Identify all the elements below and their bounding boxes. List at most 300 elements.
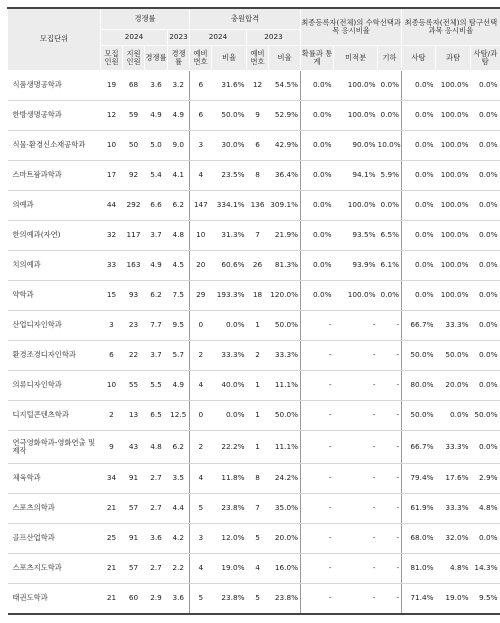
unit-cell: 골프산업학과: [8, 524, 101, 554]
science-inquiry-cell: 100.0%: [436, 131, 471, 161]
applicants-cell: 60: [123, 584, 145, 615]
science-inquiry-cell: 100.0%: [436, 161, 471, 191]
geometry-cell: -: [378, 464, 402, 494]
science-inquiry-cell: 100.0%: [436, 221, 471, 251]
probability-statistics-cell: -: [301, 464, 334, 494]
rate-2023-cell: 12.5: [168, 401, 190, 431]
probability-statistics-cell: -: [301, 524, 334, 554]
geometry-cell: -: [378, 401, 402, 431]
ratio-2023-cell: 36.4%: [269, 161, 301, 191]
mixed-inquiry-cell: 0.0%: [471, 221, 500, 251]
applicants-cell: 50: [123, 131, 145, 161]
unit-cell: 한의예과(자연): [8, 221, 101, 251]
quota-cell: 21: [101, 494, 123, 524]
calculus-cell: -: [334, 311, 378, 341]
mixed-inquiry-cell: 0.0%: [471, 371, 500, 401]
table-row: [8, 281, 500, 311]
mixed-inquiry-cell: 0.0%: [471, 191, 500, 221]
quota-cell: 10: [101, 131, 123, 161]
rate-2024-header: 경쟁률: [145, 46, 168, 71]
admission-table: [7, 7, 500, 615]
waitlist-2023-cell: 6: [247, 131, 269, 161]
mixed-inquiry-cell: 9.5%: [471, 584, 500, 615]
table-header: [8, 8, 500, 71]
ratio-2024-cell: 40.0%: [212, 371, 247, 401]
social-inquiry-cell: 81.0%: [402, 554, 436, 584]
ratio-2023-cell: 50.0%: [269, 401, 301, 431]
ratio-2024-cell: 60.6%: [212, 251, 247, 281]
rate-2023-cell: 4.9: [168, 371, 190, 401]
ratio-2024-cell: 23.5%: [212, 161, 247, 191]
rate-2024-cell: 2.9: [145, 584, 168, 615]
waitlist-2023-cell: 136: [247, 191, 269, 221]
rate-2023-cell: 3.5: [168, 464, 190, 494]
waitlist-2024-cell: 5: [190, 584, 212, 615]
probability-statistics-cell: 0.0%: [301, 161, 334, 191]
rate-2024-cell: 3.7: [145, 221, 168, 251]
waitlist-2024-header: 예비번호: [190, 46, 212, 71]
quota-cell: 34: [101, 464, 123, 494]
calculus-cell: 93.5%: [334, 221, 378, 251]
applicants-cell: 57: [123, 494, 145, 524]
quota-cell: 15: [101, 281, 123, 311]
mixed-inquiry-cell: 0.0%: [471, 251, 500, 281]
probability-statistics-cell: 0.0%: [301, 131, 334, 161]
science-inquiry-cell: 100.0%: [436, 251, 471, 281]
science-inquiry-cell: 20.0%: [436, 371, 471, 401]
rate-2024-cell: 4.9: [145, 251, 168, 281]
waitlist-2024-cell: 20: [190, 251, 212, 281]
mixed-inquiry-cell: 0.0%: [471, 131, 500, 161]
calculus-cell: 100.0%: [334, 191, 378, 221]
rate-2023-cell: 7.5: [168, 281, 190, 311]
geometry-cell: -: [378, 311, 402, 341]
social-inquiry-cell: 0.0%: [402, 221, 436, 251]
social-inquiry-cell: 61.9%: [402, 494, 436, 524]
table-row: [8, 161, 500, 191]
ratio-2024-cell: 31.3%: [212, 221, 247, 251]
table-row: [8, 191, 500, 221]
calculus-cell: -: [334, 524, 378, 554]
social-inquiry-cell: 0.0%: [402, 161, 436, 191]
applicants-cell: 57: [123, 554, 145, 584]
waitlist-2024-cell: 4: [190, 161, 212, 191]
table-row: [8, 464, 500, 494]
applicants-cell: 59: [123, 101, 145, 131]
quota-cell: 10: [101, 371, 123, 401]
applicants-cell: 292: [123, 191, 145, 221]
rate-2023-cell: 4.1: [168, 161, 190, 191]
rate-2024-cell: 7.7: [145, 311, 168, 341]
unit-cell: 체육학과: [8, 464, 101, 494]
probability-statistics-cell: 0.0%: [301, 221, 334, 251]
table-row: [8, 221, 500, 251]
applicants-cell: 23: [123, 311, 145, 341]
rate-2024-cell: 6.6: [145, 191, 168, 221]
ratio-2024-cell: 31.6%: [212, 71, 247, 101]
ratio-2023-cell: 52.9%: [269, 101, 301, 131]
waitlist-2023-cell: 7: [247, 494, 269, 524]
ratio-2023-cell: 11.1%: [269, 431, 301, 464]
unit-cell: 의류디자인학과: [8, 371, 101, 401]
probability-statistics-cell: 0.0%: [301, 251, 334, 281]
probability-statistics-cell: 0.0%: [301, 281, 334, 311]
social-inquiry-cell: 0.0%: [402, 191, 436, 221]
additional-2023-header: 2023: [247, 30, 301, 46]
unit-cell: 약학과: [8, 281, 101, 311]
ratio-2023-cell: 23.8%: [269, 584, 301, 615]
ratio-2023-cell: 24.2%: [269, 464, 301, 494]
quota-header: 모집인원: [101, 46, 123, 71]
science-inquiry-cell: 33.3%: [436, 494, 471, 524]
unit-cell: 스마트팜과학과: [8, 161, 101, 191]
geometry-cell: -: [378, 371, 402, 401]
rate-2024-cell: 5.4: [145, 161, 168, 191]
waitlist-2024-cell: 6: [190, 71, 212, 101]
table-row: [8, 311, 500, 341]
quota-cell: 33: [101, 251, 123, 281]
probability-statistics-cell: -: [301, 494, 334, 524]
unit-cell: 디지털콘텐츠학과: [8, 401, 101, 431]
geometry-cell: 5.9%: [378, 161, 402, 191]
quota-cell: 3: [101, 311, 123, 341]
science-inquiry-cell: 32.0%: [436, 524, 471, 554]
applicants-cell: 22: [123, 341, 145, 371]
waitlist-2023-cell: 2: [247, 341, 269, 371]
quota-cell: 17: [101, 161, 123, 191]
social-inquiry-cell: 0.0%: [402, 101, 436, 131]
social-inquiry-cell: 0.0%: [402, 131, 436, 161]
table-row: [8, 431, 500, 464]
calculus-cell: 93.9%: [334, 251, 378, 281]
rate-2023-cell: 6.2: [168, 191, 190, 221]
science-inquiry-cell: 0.0%: [436, 401, 471, 431]
calculus-cell: 90.0%: [334, 131, 378, 161]
applicants-cell: 91: [123, 524, 145, 554]
applicants-cell: 55: [123, 371, 145, 401]
waitlist-2024-cell: 0: [190, 311, 212, 341]
probability-statistics-cell: -: [301, 431, 334, 464]
calculus-cell: -: [334, 554, 378, 584]
rate-2023-cell: 9.5: [168, 311, 190, 341]
additional-admission-header: 충원합격: [190, 8, 301, 30]
math-ratio-header: 최종등록자(전체)의 수학선택과목 응시비율: [301, 8, 402, 46]
inquiry-ratio-header: 최종등록자(전체)의 탐구선택과목 응시비율: [402, 8, 500, 46]
waitlist-2024-cell: 3: [190, 524, 212, 554]
ratio-2024-cell: 193.3%: [212, 281, 247, 311]
social-inquiry-cell: 79.4%: [402, 464, 436, 494]
rate-2023-header: 경쟁률: [168, 46, 190, 71]
calculus-cell: -: [334, 494, 378, 524]
social-inquiry-cell: 66.7%: [402, 431, 436, 464]
competition-2024-header: 2024: [101, 30, 168, 46]
social-inquiry-cell: 80.0%: [402, 371, 436, 401]
social-inquiry-header: 사탐: [402, 46, 436, 71]
waitlist-2023-cell: 4: [247, 554, 269, 584]
unit-cell: 스포츠의학과: [8, 494, 101, 524]
social-inquiry-cell: 68.0%: [402, 524, 436, 554]
waitlist-2023-cell: 8: [247, 464, 269, 494]
table-row: [8, 71, 500, 101]
social-inquiry-cell: 66.7%: [402, 311, 436, 341]
ratio-2023-cell: 21.9%: [269, 221, 301, 251]
geometry-cell: 6.5%: [378, 221, 402, 251]
waitlist-2023-cell: 8: [247, 161, 269, 191]
unit-cell: 태권도학과: [8, 584, 101, 615]
probability-statistics-cell: 0.0%: [301, 71, 334, 101]
table-row: [8, 101, 500, 131]
rate-2024-cell: 4.9: [145, 101, 168, 131]
ratio-2024-cell: 23.8%: [212, 584, 247, 615]
mixed-inquiry-cell: 0.0%: [471, 341, 500, 371]
rate-2023-cell: 4.4: [168, 494, 190, 524]
rate-2024-cell: 4.8: [145, 431, 168, 464]
quota-cell: 19: [101, 71, 123, 101]
geometry-cell: -: [378, 494, 402, 524]
waitlist-2023-cell: 9: [247, 101, 269, 131]
rate-2023-cell: 4.8: [168, 221, 190, 251]
waitlist-2024-cell: 4: [190, 464, 212, 494]
unit-cell: 스포츠지도학과: [8, 554, 101, 584]
social-inquiry-cell: 0.0%: [402, 251, 436, 281]
rate-2024-cell: 6.5: [145, 401, 168, 431]
ratio-2024-cell: 0.0%: [212, 311, 247, 341]
quota-cell: 21: [101, 584, 123, 615]
mixed-inquiry-cell: 14.3%: [471, 554, 500, 584]
geometry-cell: 10.0%: [378, 131, 402, 161]
applicants-cell: 92: [123, 161, 145, 191]
waitlist-2024-cell: 5: [190, 494, 212, 524]
quota-cell: 44: [101, 191, 123, 221]
waitlist-2023-cell: 1: [247, 371, 269, 401]
calculus-cell: -: [334, 401, 378, 431]
waitlist-2023-header: 예비번호: [247, 46, 269, 71]
table-row: [8, 371, 500, 401]
probability-statistics-cell: -: [301, 371, 334, 401]
waitlist-2023-cell: 26: [247, 251, 269, 281]
geometry-header: 기하: [378, 46, 402, 71]
science-inquiry-cell: 17.6%: [436, 464, 471, 494]
quota-cell: 9: [101, 431, 123, 464]
science-inquiry-cell: 100.0%: [436, 71, 471, 101]
rate-2023-cell: 3.6: [168, 584, 190, 615]
science-inquiry-cell: 33.3%: [436, 431, 471, 464]
applicants-cell: 93: [123, 281, 145, 311]
social-inquiry-cell: 50.0%: [402, 401, 436, 431]
quota-cell: 12: [101, 101, 123, 131]
ratio-2024-cell: 334.1%: [212, 191, 247, 221]
geometry-cell: 0.0%: [378, 191, 402, 221]
ratio-2024-cell: 11.8%: [212, 464, 247, 494]
geometry-cell: 0.0%: [378, 101, 402, 131]
science-inquiry-cell: 50.0%: [436, 341, 471, 371]
unit-cell: 환경조경디자인학과: [8, 341, 101, 371]
science-inquiry-cell: 100.0%: [436, 101, 471, 131]
ratio-2024-cell: 19.0%: [212, 554, 247, 584]
ratio-2024-cell: 33.3%: [212, 341, 247, 371]
table-row: [8, 554, 500, 584]
ratio-2023-cell: 50.0%: [269, 311, 301, 341]
geometry-cell: -: [378, 554, 402, 584]
waitlist-2023-cell: 1: [247, 401, 269, 431]
science-inquiry-cell: 100.0%: [436, 191, 471, 221]
ratio-2024-cell: 12.0%: [212, 524, 247, 554]
ratio-2023-cell: 16.0%: [269, 554, 301, 584]
applicants-cell: 91: [123, 464, 145, 494]
ratio-2023-cell: 81.3%: [269, 251, 301, 281]
ratio-2023-cell: 20.0%: [269, 524, 301, 554]
rate-2023-cell: 2.2: [168, 554, 190, 584]
calculus-cell: -: [334, 431, 378, 464]
rate-2024-cell: 5.0: [145, 131, 168, 161]
social-inquiry-cell: 50.0%: [402, 341, 436, 371]
rate-2024-cell: 3.6: [145, 71, 168, 101]
social-inquiry-cell: 71.4%: [402, 584, 436, 615]
table-body: [8, 71, 500, 615]
waitlist-2023-cell: 5: [247, 584, 269, 615]
probability-statistics-cell: 0.0%: [301, 191, 334, 221]
rate-2024-cell: 2.7: [145, 464, 168, 494]
mixed-inquiry-cell: 0.0%: [471, 101, 500, 131]
mixed-inquiry-header: 사탐/과탐: [471, 46, 500, 71]
science-inquiry-header: 과탐: [436, 46, 471, 71]
unit-cell: 산업디자인학과: [8, 311, 101, 341]
rate-2024-cell: 2.7: [145, 494, 168, 524]
science-inquiry-cell: 100.0%: [436, 281, 471, 311]
unit-header: 모집단위: [8, 8, 101, 71]
applicants-cell: 68: [123, 71, 145, 101]
social-inquiry-cell: 0.0%: [402, 281, 436, 311]
unit-cell: 치의예과: [8, 251, 101, 281]
social-inquiry-cell: 0.0%: [402, 71, 436, 101]
mixed-inquiry-cell: 0.0%: [471, 524, 500, 554]
ratio-2023-cell: 42.9%: [269, 131, 301, 161]
geometry-cell: 0.0%: [378, 281, 402, 311]
mixed-inquiry-cell: 2.9%: [471, 464, 500, 494]
geometry-cell: -: [378, 584, 402, 615]
rate-2023-cell: 5.7: [168, 341, 190, 371]
unit-cell: 연극영화학과-영화연출 및 제작: [8, 431, 101, 464]
applicants-header: 지원인원: [123, 46, 145, 71]
waitlist-2023-cell: 12: [247, 71, 269, 101]
rate-2024-cell: 5.5: [145, 371, 168, 401]
mixed-inquiry-cell: 0.0%: [471, 161, 500, 191]
unit-cell: 식물·환경신소재공학과: [8, 131, 101, 161]
waitlist-2024-cell: 29: [190, 281, 212, 311]
rate-2024-cell: 3.7: [145, 341, 168, 371]
waitlist-2024-cell: 6: [190, 101, 212, 131]
rate-2023-cell: 3.2: [168, 71, 190, 101]
table-row: [8, 131, 500, 161]
waitlist-2024-cell: 2: [190, 431, 212, 464]
table-row: [8, 524, 500, 554]
ratio-2023-cell: 120.0%: [269, 281, 301, 311]
rate-2024-cell: 2.7: [145, 554, 168, 584]
mixed-inquiry-cell: 0.0%: [471, 431, 500, 464]
applicants-cell: 43: [123, 431, 145, 464]
applicants-cell: 163: [123, 251, 145, 281]
rate-2023-cell: 4.2: [168, 524, 190, 554]
additional-2024-header: 2024: [190, 30, 247, 46]
calculus-cell: 100.0%: [334, 281, 378, 311]
ratio-2023-cell: 309.1%: [269, 191, 301, 221]
calculus-cell: -: [334, 371, 378, 401]
competition-header: 경쟁률: [101, 8, 190, 30]
unit-cell: 의예과: [8, 191, 101, 221]
quota-cell: 32: [101, 221, 123, 251]
probability-statistics-cell: -: [301, 311, 334, 341]
unit-cell: 한방생명공학과: [8, 101, 101, 131]
applicants-cell: 13: [123, 401, 145, 431]
calculus-cell: -: [334, 464, 378, 494]
mixed-inquiry-cell: 0.0%: [471, 281, 500, 311]
probability-statistics-cell: -: [301, 584, 334, 615]
calculus-header: 미적분: [334, 46, 378, 71]
probability-statistics-cell: 0.0%: [301, 101, 334, 131]
waitlist-2024-cell: 10: [190, 221, 212, 251]
probability-statistics-cell: -: [301, 401, 334, 431]
mixed-inquiry-cell: 4.8%: [471, 494, 500, 524]
probability-statistics-cell: -: [301, 554, 334, 584]
table-row: [8, 401, 500, 431]
rate-2024-cell: 3.6: [145, 524, 168, 554]
ratio-2024-header: 비율: [212, 46, 247, 71]
waitlist-2023-cell: 7: [247, 221, 269, 251]
geometry-cell: -: [378, 431, 402, 464]
probability-statistics-header: 확률과 통계: [301, 46, 334, 71]
quota-cell: 2: [101, 401, 123, 431]
geometry-cell: 0.0%: [378, 71, 402, 101]
table-row: [8, 584, 500, 615]
quota-cell: 6: [101, 341, 123, 371]
waitlist-2024-cell: 4: [190, 371, 212, 401]
calculus-cell: 100.0%: [334, 101, 378, 131]
quota-cell: 25: [101, 524, 123, 554]
applicants-cell: 117: [123, 221, 145, 251]
table-row: [8, 251, 500, 281]
mixed-inquiry-cell: 0.0%: [471, 311, 500, 341]
waitlist-2024-cell: 147: [190, 191, 212, 221]
science-inquiry-cell: 19.0%: [436, 584, 471, 615]
ratio-2023-header: 비율: [269, 46, 301, 71]
ratio-2024-cell: 23.8%: [212, 494, 247, 524]
waitlist-2023-cell: 5: [247, 524, 269, 554]
ratio-2024-cell: 30.0%: [212, 131, 247, 161]
mixed-inquiry-cell: 0.0%: [471, 71, 500, 101]
waitlist-2023-cell: 18: [247, 281, 269, 311]
ratio-2023-cell: 54.5%: [269, 71, 301, 101]
calculus-cell: -: [334, 341, 378, 371]
science-inquiry-cell: 4.8%: [436, 554, 471, 584]
rate-2024-cell: 6.2: [145, 281, 168, 311]
ratio-2023-cell: 35.0%: [269, 494, 301, 524]
rate-2023-cell: 4.5: [168, 251, 190, 281]
table-row: [8, 341, 500, 371]
waitlist-2024-cell: 4: [190, 554, 212, 584]
rate-2023-cell: 6.2: [168, 431, 190, 464]
unit-cell: 식품생명공학과: [8, 71, 101, 101]
geometry-cell: -: [378, 341, 402, 371]
waitlist-2024-cell: 3: [190, 131, 212, 161]
calculus-cell: 100.0%: [334, 71, 378, 101]
quota-cell: 21: [101, 554, 123, 584]
ratio-2024-cell: 0.0%: [212, 401, 247, 431]
calculus-cell: 94.1%: [334, 161, 378, 191]
competition-2023-header: 2023: [168, 30, 190, 46]
probability-statistics-cell: -: [301, 341, 334, 371]
ratio-2024-cell: 50.0%: [212, 101, 247, 131]
waitlist-2024-cell: 2: [190, 341, 212, 371]
